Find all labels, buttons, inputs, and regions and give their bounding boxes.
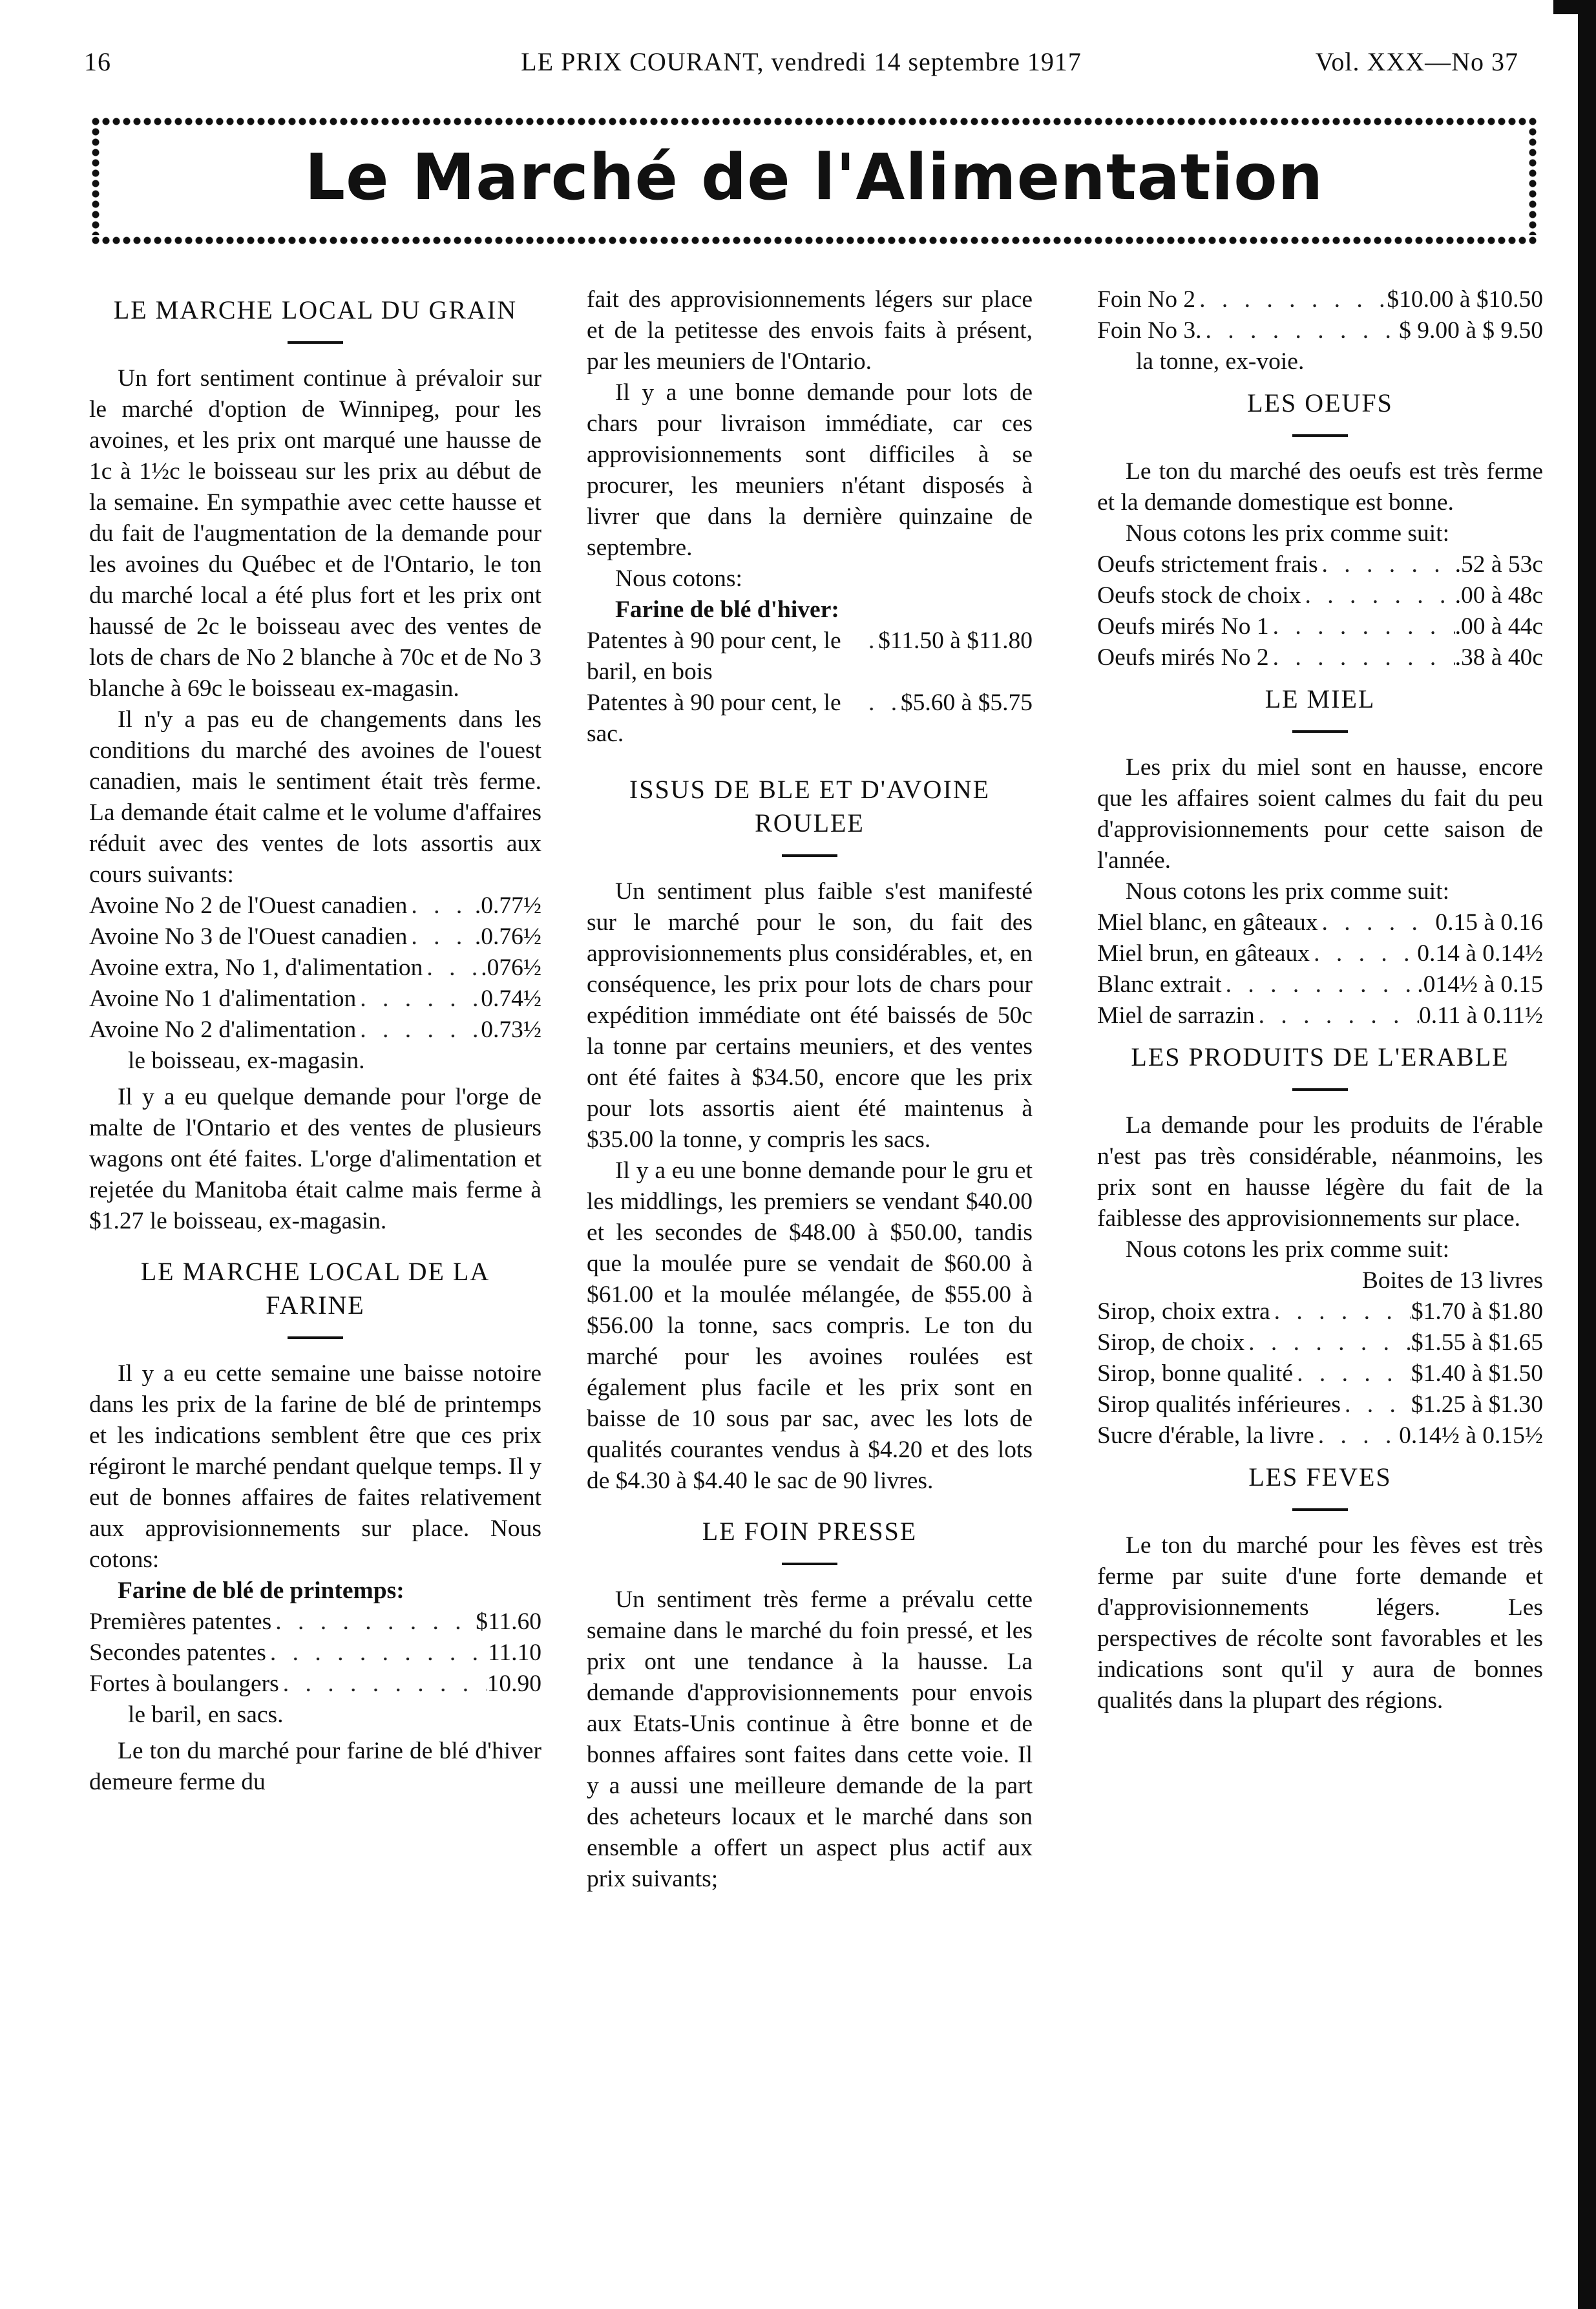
- price-row: Foin No 3. . . . $ 9.00 à $ 9.50: [1097, 315, 1543, 346]
- price-row: Oeufs strictement frais . . . .52 à 53c: [1097, 549, 1543, 580]
- price-list-oeufs: [1097, 549, 1543, 673]
- unit-line: le baril, en sacs.: [128, 1702, 284, 1728]
- unit-line: la tonne, ex-voie.: [1136, 348, 1305, 375]
- price-row: Avoine No 2 d'alimentation . . . 0.73½: [89, 1015, 541, 1046]
- page-edge-bar: [1578, 0, 1596, 2309]
- section-title-grain: LE MARCHE LOCAL DU GRAIN: [113, 295, 518, 324]
- price-list-farine: [89, 1607, 541, 1731]
- paragraph: Il y a eu quelque demande pour l'orge de malte de l'Ontario et des ventes de plusieurs wagons ont été faites. L'orge d'alimentation et rejetée du Manitoba était calme mais ferme à $1.27 le boisseau, ex-magasin.: [89, 1084, 541, 1234]
- price-row: Sirop, de choix . . . $1.55 à $1.65: [1097, 1327, 1543, 1358]
- price-row: Oeufs mirés No 1 . . . .00 à 44c: [1097, 611, 1543, 642]
- running-head: [84, 47, 1518, 85]
- price-row: Miel blanc, en gâteaux . . . 0.15 à 0.16: [1097, 907, 1543, 938]
- paragraph: Il y a eu cette semaine une baisse notoire dans les prix de la farine de blé de printemps et les indications semblent être que ces prix régiront le marché pendant quelque temps. Il y eut de bonnes affaires de faites relativement aux approvisionnements sur place. Nous cotons:: [89, 1360, 541, 1573]
- price-list-farine-hiver: [587, 626, 1033, 750]
- price-row: Premières patentes . . . $11.60: [89, 1607, 541, 1638]
- paragraph: Nous cotons les prix comme suit:: [1126, 520, 1449, 547]
- section-rule: [1292, 434, 1348, 437]
- price-row: Blanc extrait . . . .014½ à 0.15: [1097, 969, 1543, 1000]
- section-title-oeufs: LES OEUFS: [1247, 388, 1393, 417]
- section-rule: [1292, 730, 1348, 733]
- price-row: Avoine No 1 d'alimentation . . . 0.74½: [89, 984, 541, 1015]
- price-row: Miel de sarrazin . . . 0.11 à 0.11½: [1097, 1000, 1543, 1031]
- price-list-erable: [1097, 1296, 1543, 1451]
- section-rule: [1292, 1088, 1348, 1091]
- paragraph: Il y a une bonne demande pour lots de chars pour livraison immédiate, car ces approvisionnements sont difficiles à se procurer, les meuniers n'étant disposés à livrer que dans la dernière quinzaine de septembre.: [587, 379, 1033, 561]
- section-rule: [288, 1336, 343, 1339]
- paragraph: Un sentiment plus faible s'est manifesté sur le marché pour le son, du fait des approvisionnements plus considérables, et, en conséquence, les prix pour lots de chars pour expédition immédiate ont été baissés de 50c la tonne par certains meuniers, et des ventes ont été faites à $34.50, encore que les prix pour lots assortis aient été maintenus à $35.00 la tonne, y compris les sacs.: [587, 878, 1033, 1153]
- page-number: 16: [84, 47, 111, 76]
- paragraph: Il y a eu une bonne demande pour le gru et les middlings, les premiers se vendant $40.00 et les secondes de $48.00 à $50.00, tandis que la moulée pure se vendait de $60.00 à $61.00 et la moulée mélangée, de $55.00 à $56.00 la tonne, sacs compris. Le ton du marché pour les avoines roulées est également plus facile et les prix sont en baisse de 10 sous par sac, avec les lots de qualités courantes vendus à $4.20 et des lots de $4.30 à $4.40 le sac de 90 livres.: [587, 1157, 1033, 1494]
- section-title-erable: LES PRODUITS DE L'ERABLE: [1131, 1042, 1509, 1071]
- price-row: Sirop qualités inférieures . . . $1.25 à $1.30: [1097, 1389, 1543, 1420]
- banner-title: Le Marché de l'Alimentation: [304, 141, 1324, 215]
- paragraph: fait des approvisionnements légers sur place et de la petitesse des envois faits à présent, par les meuniers de l'Ontario.: [587, 286, 1033, 375]
- price-row: Sirop, choix extra . . . $1.70 à $1.80: [1097, 1296, 1543, 1327]
- section-banner: [90, 116, 1538, 246]
- paragraph: La demande pour les produits de l'érable n'est pas très considérable, néanmoins, les prix sont en hausse légère du fait de la faiblesse des approvisionnements sur place.: [1097, 1112, 1543, 1232]
- price-list-avoine: [89, 891, 541, 1077]
- paragraph: Nous cotons les prix comme suit:: [1126, 878, 1449, 905]
- paragraph: Il n'y a pas eu de changements dans les conditions du marché des avoines de l'ouest canadien, mais le sentiment était très ferme. La demande était calme et le volume d'affaires réduit avec des ventes de lots assortis aux cours suivants:: [89, 706, 541, 888]
- unit-heading: Boites de 13 livres: [1361, 1267, 1543, 1294]
- subheading: Farine de blé d'hiver:: [615, 596, 839, 623]
- price-row: Avoine extra, No 1, d'alimentation . . . .076½: [89, 953, 541, 984]
- section-rule: [1292, 1508, 1348, 1511]
- paragraph: Le ton du marché des oeufs est très ferme et la demande domestique est bonne.: [1097, 458, 1543, 516]
- price-list-miel: [1097, 907, 1543, 1031]
- section-rule: [782, 854, 837, 857]
- column-1: [89, 284, 541, 2275]
- price-list-foin: [1097, 284, 1543, 377]
- price-row: Oeufs mirés No 2 . . . .38 à 40c: [1097, 642, 1543, 673]
- publication-line: LE PRIX COURANT, vendredi 14 septembre 1917: [521, 47, 1082, 76]
- paragraph: Un fort sentiment continue à prévaloir sur le marché d'option de Winnipeg, pour les avoines, et les prix ont marqué une hausse de 1c à 1½c le boisseau sur les prix au début de la semaine. En sympathie avec cette hausse et du fait de l'augmentation de la demande pour les avoines du Québec et de l'Ontario, le ton du marché local a été plus fort et les prix ont haussé de 2c le boisseau avec des ventes de lots de chars de No 2 blanche à 70c et de No 3 blanche à 69c le boisseau ex-magasin.: [89, 365, 541, 702]
- unit-line: le boisseau, ex-magasin.: [128, 1048, 365, 1074]
- price-row: Patentes à 90 pour cent, le sac. . . . $5.60 à $5.75: [587, 688, 1033, 750]
- paragraph: Nous cotons les prix comme suit:: [1126, 1236, 1449, 1263]
- paragraph: Le ton du marché pour farine de blé d'hiver demeure ferme du: [89, 1738, 541, 1795]
- price-row: Miel brun, en gâteaux . . . 0.14 à 0.14½: [1097, 938, 1543, 969]
- section-title-farine: LE MARCHE LOCAL DE LA FARINE: [140, 1257, 490, 1320]
- price-row: Secondes patentes . . . 11.10: [89, 1638, 541, 1669]
- section-title-foin: LE FOIN PRESSE: [702, 1517, 918, 1546]
- column-2: [587, 284, 1033, 2275]
- price-row: Fortes à boulangers . . . 10.90: [89, 1669, 541, 1700]
- page-edge-tab: [1553, 0, 1578, 14]
- paragraph: Le ton du marché pour les fèves est très ferme par suite d'une forte demande et d'approvisionnements légers. Les perspectives de récolte sont favorables et les indications sont qu'il y aura de bonnes qualités dans la plupart des régions.: [1097, 1532, 1543, 1714]
- price-row: Avoine No 3 de l'Ouest canadien . . . .0.76½: [89, 922, 541, 953]
- banner-border-bottom: [90, 235, 1538, 246]
- section-rule: [288, 341, 343, 344]
- paragraph: Nous cotons:: [615, 565, 742, 592]
- price-row: Sirop, bonne qualité . . . $1.40 à $1.50: [1097, 1358, 1543, 1389]
- section-title-feves: LES FEVES: [1248, 1462, 1392, 1492]
- section-title-miel: LE MIEL: [1265, 684, 1376, 713]
- price-row: Foin No 2 . . . $10.00 à $10.50: [1097, 284, 1543, 315]
- subheading: Farine de blé de printemps:: [118, 1577, 404, 1604]
- price-row: Oeufs stock de choix . . . .00 à 48c: [1097, 580, 1543, 611]
- paragraph: Les prix du miel sont en hausse, encore que les affaires soient calmes du fait du peu d'approvisionnements pour cette saison de l'année.: [1097, 754, 1543, 874]
- paragraph: Un sentiment très ferme a prévalu cette semaine dans le marché du foin pressé, et les prix ont une tendance à la hausse. La demande d'approvisionnements pour envois aux Etats-Unis continue à être bonne et de bonnes affaires sont faites dans cette voie. Il y a aussi une meilleure demande de la part des acheteurs locaux et le marché dans son ensemble a offert un aspect plus actif aux prix suivants;: [587, 1587, 1033, 1892]
- banner-border-top: [90, 116, 1538, 127]
- price-row: Avoine No 2 de l'Ouest canadien . . . .0.77½: [89, 891, 541, 922]
- price-row: Sucre d'érable, la livre . . . 0.14½ à 0.15½: [1097, 1420, 1543, 1451]
- section-title-issus: ISSUS DE BLE ET D'AVOINE ROULEE: [629, 775, 991, 838]
- section-rule: [782, 1563, 837, 1565]
- column-3: [1097, 284, 1543, 2275]
- volume-number: Vol. XXX—No 37: [1315, 47, 1518, 76]
- price-row: Patentes à 90 pour cent, le baril, en bois . . . $11.50 à $11.80: [587, 626, 1033, 688]
